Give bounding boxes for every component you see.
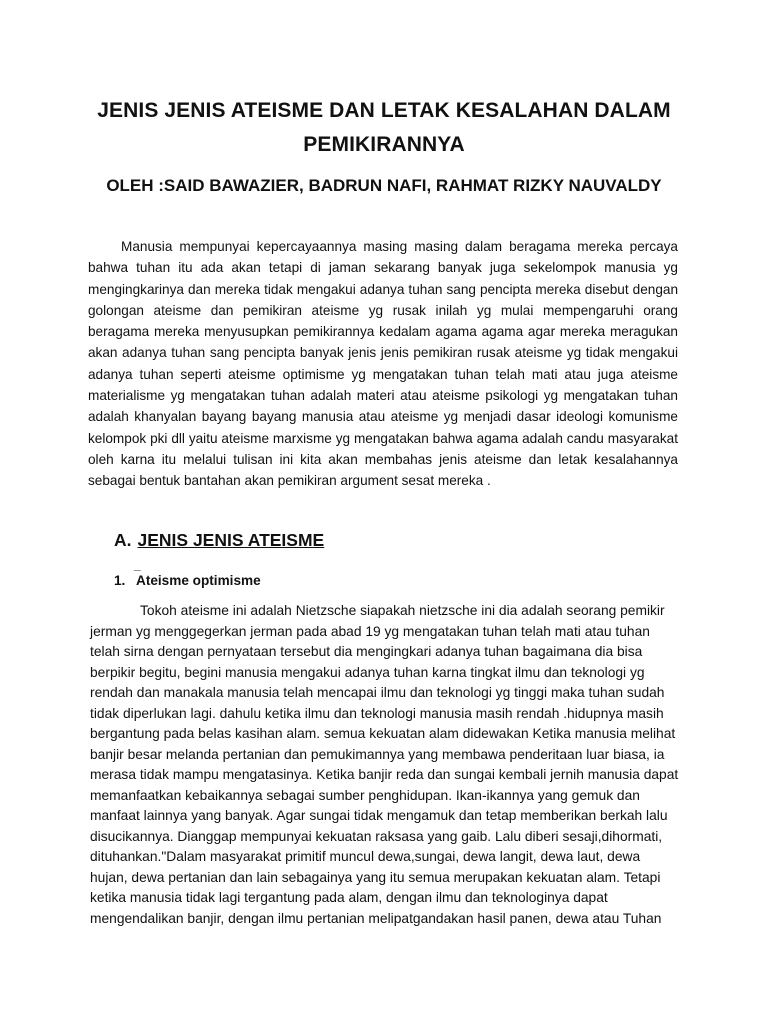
body-line: dituhankan."Dalam masyarakat primitif muncul dewa,sungai, dewa langit, dewa laut, dewa [90, 849, 641, 864]
body-line: berpikir begitu, begini manusia mengakui adanya tuhan karna tingkat ilmu dan teknologi yg [90, 664, 645, 680]
section-heading-text: JENIS JENIS ATEISME [137, 530, 325, 550]
body-line: mengendalikan banjir, dengan ilmu pertanian melipatgandakan hasil panen, dewa atau Tuhan [90, 910, 662, 926]
body-line: jerman yg menggegerkan jerman pada abad 19 yg mengatakan tuhan telah mati atau tuhan [90, 623, 650, 639]
body-line: disucikannya. Dianggap mempunyai kekuatan raksasa yang gaib. Lalu diberi sesaji,dihormati, [90, 828, 663, 844]
subsection-number: 1. [114, 573, 126, 588]
document-authors: OLEH :SAID BAWAZIER, BADRUN NAFI, RAHMAT RIZKY NAUVALDY [106, 176, 662, 195]
body-line: banjir besar melanda pertanian dan pemukimannya yang membawa penderitaan luar biasa, ia [90, 746, 665, 762]
section-heading [114, 526, 324, 554]
body-line: tidak diperlukan lagi. dahulu ketika ilmu dan teknologi manusia masih rendah .hidupnya masih [90, 705, 664, 721]
body-line: telah sirna dengan pernyataan tersebut dia mengingkari adanya tuhan bagaimana dia bisa [90, 644, 643, 659]
body-paragraph [90, 601, 679, 929]
section-mark: _ [134, 558, 141, 572]
document-title: JENIS JENIS ATEISME DAN LETAK KESALAHAN DALAM PEMIKIRANNYA [97, 99, 671, 156]
body-line: memanfaatkan kebaikannya sebagai sumber penghidupan. Ikan-ikannya yang gemuk dan [90, 787, 640, 803]
section-letter: A. [114, 530, 132, 550]
body-line: manfaat lainnya yang banyak. Agar sungai tidak mengamuk dan tetap memberikan berkah lalu [90, 808, 668, 823]
body-line: bergantung pada belas kasihan alam. semua kekuatan alam didewakan Ketika manusia melihat [90, 726, 676, 741]
body-line: hujan, dewa pertanian dan lain sebagainya yang itu semua merupakan kekuatan alam. Tetapi [90, 869, 661, 885]
body-line: ketika manusia tidak lagi tergantung pada alam, dengan ilmu dan teknologinya dapat [90, 890, 608, 905]
intro-paragraph: Manusia mempunyai kepercayaannya masing masing dalam beragama mereka percaya bahwa tuhan itu ada akan tetapi di jaman sekarang banyak juga sekelompok manusia yg mengingkarinya dan mereka tidak mengakui adanya tuhan sang pencipta mereka disebut dengan golongan ateisme dan pemikiran ateisme yg rusak inilah yg mulai mempengaruhi orang beragama mereka menyusupkan pemikirannya kedalam agama agama agar mereka meragukan akan adanya tuhan sang pencipta banyak jenis jenis pemikiran rusak ateisme yg tidak mengakui adanya tuhan seperti ateisme optimisme yg mengatakan tuhan telah mati atau juga ateisme materialisme yg mengatakan tuhan adalah materi atau ateisme psikologi yg mengatakan tuhan adalah khanyalan bayang bayang manusia atau ateisme yg menjadi dasar ideologi komunisme kelompok pki dll yaitu ateisme marxisme yg mengatakan bahwa agama adalah candu masyarakat oleh karna itu melalui tulisan ini kita akan membahas jenis ateisme dan letak kesalahannya sebagai bentuk bantahan akan pemikiran argument sesat mereka . [88, 239, 678, 489]
body-line: rendah dan manakala manusia telah mencapai ilmu dan teknologi yg tinggi maka tuhan sudah [90, 685, 665, 700]
body-line: merasa tidak mampu mengatasinya. Ketika banjir reda dan sungai kembali jernih manusia dapat [90, 767, 679, 782]
subsection-heading [114, 570, 261, 592]
body-line: Tokoh ateisme ini adalah Nietzsche siapakah nietzsche ini dia adalah seorang pemikir [140, 603, 665, 618]
subsection-heading-text: Ateisme optimisme [136, 573, 261, 588]
